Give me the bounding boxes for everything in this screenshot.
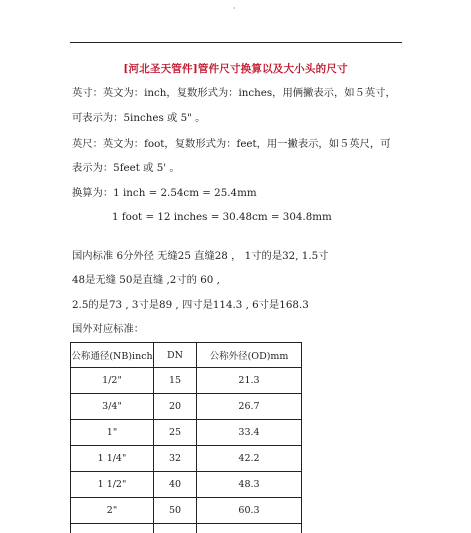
cell-dn: 50	[154, 498, 197, 524]
table-row-cut-off	[71, 524, 302, 533]
table-header-row	[71, 343, 302, 368]
cell-od	[197, 524, 302, 533]
cell-dn	[154, 524, 197, 533]
conversion-line-inch: 换算为：1 inch = 2.54cm = 25.4mm	[72, 187, 257, 199]
domestic-standard-line-2: 48是无缝 50是直缝 ,2寸的 60 ,	[72, 274, 220, 286]
cell-nb: 1 1/4"	[71, 446, 154, 472]
foreign-standard-heading: 国外对应标准：	[72, 323, 145, 335]
cell-nb: 2"	[71, 498, 154, 524]
cell-dn: 32	[154, 446, 197, 472]
cell-dn: 20	[154, 394, 197, 420]
conversion-line-foot: 1 foot = 12 inches = 30.48cm = 304.8mm	[112, 211, 332, 223]
table-row	[71, 498, 302, 524]
cell-od: 60.3	[197, 498, 302, 524]
domestic-standard-line-3: 2.5的是73 , 3寸是89 , 四寸是114.3 , 6寸是168.3	[72, 299, 309, 311]
cell-od: 21.3	[197, 368, 302, 394]
header-nb-inch: 公称通径(NB)inch	[71, 343, 154, 368]
foot-definition-line-1: 英尺：英文为：foot，复数形式为：feet，用一撇表示，如５英尺，可	[72, 138, 391, 150]
header-dn: DN	[154, 343, 197, 368]
cell-dn: 15	[154, 368, 197, 394]
domestic-standard-line-1: 国内标准 6分外径 无缝25 直缝28 ， 1寸的是32, 1.5寸	[72, 250, 329, 262]
table-row	[71, 368, 302, 394]
cell-od: 42.2	[197, 446, 302, 472]
header-od-mm: 公称外径(OD)mm	[197, 343, 302, 368]
cell-dn: 40	[154, 472, 197, 498]
pipe-size-table	[70, 342, 302, 533]
cell-od: 33.4	[197, 420, 302, 446]
table-row	[71, 394, 302, 420]
foot-definition-line-2: 表示为：5feet 或 5' 。	[72, 162, 180, 174]
table-row	[71, 420, 302, 446]
cell-od: 26.7	[197, 394, 302, 420]
document-title: [河北圣天管件]管件尺寸换算以及大小头的尺寸	[123, 63, 348, 75]
table-row	[71, 472, 302, 498]
cell-nb: 1/2"	[71, 368, 154, 394]
cell-dn: 25	[154, 420, 197, 446]
cell-nb: 3/4"	[71, 394, 154, 420]
header-dot: ·	[233, 4, 236, 13]
table-row	[71, 446, 302, 472]
header-rule	[70, 42, 402, 43]
inch-definition-line-2: 可表示为：5inches 或 5" 。	[72, 112, 206, 124]
cell-od: 48.3	[197, 472, 302, 498]
cell-nb	[71, 524, 154, 533]
cell-nb: 1"	[71, 420, 154, 446]
inch-definition-line-1: 英寸：英文为：inch，复数形式为：inches，用俩撇表示，如５英寸，	[72, 87, 396, 99]
cell-nb: 1 1/2"	[71, 472, 154, 498]
